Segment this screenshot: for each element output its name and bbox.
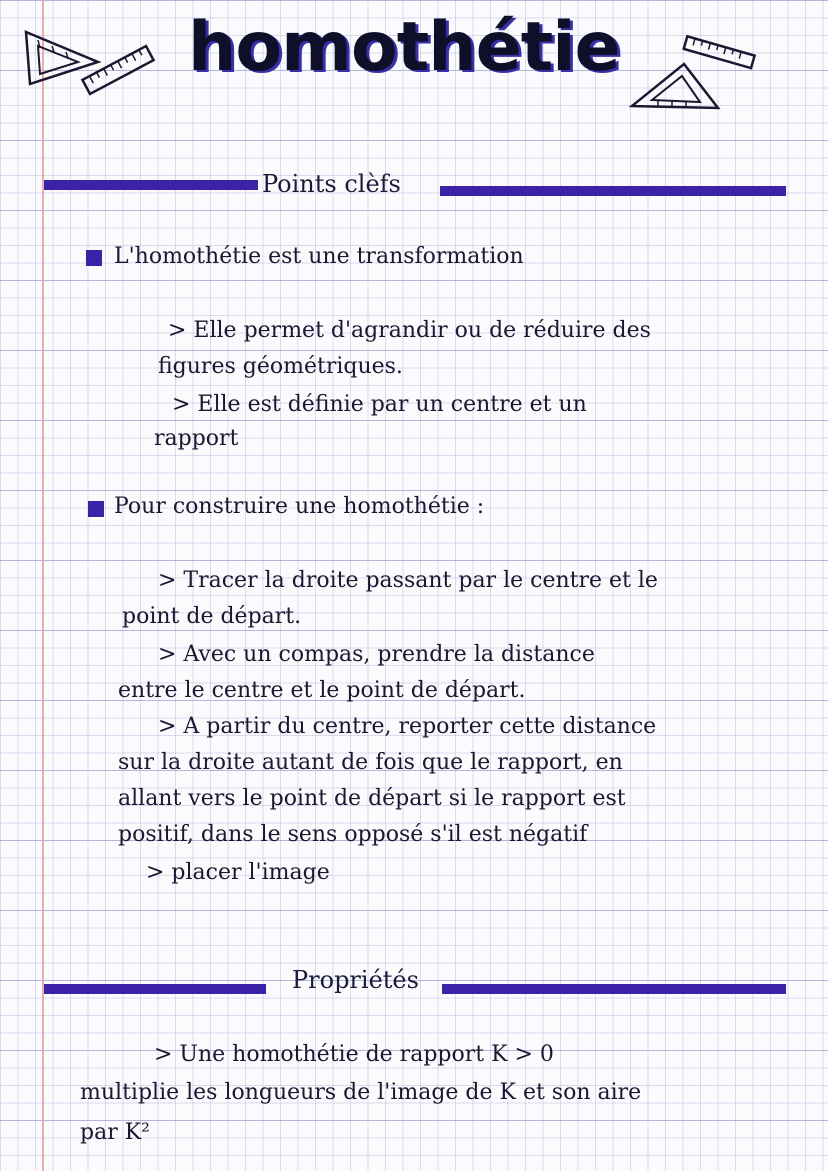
sub-point-line: rapport <box>154 426 239 451</box>
step-line: entre le centre et le point de départ. <box>118 678 526 703</box>
bullet-square-icon <box>88 501 104 517</box>
property-line: par K² <box>80 1120 150 1145</box>
section-divider-right <box>440 186 786 196</box>
section-divider-left <box>44 984 266 994</box>
step-line: point de départ. <box>122 604 302 629</box>
step-line: > A partir du centre, reporter cette distance <box>158 714 657 739</box>
bullet-text: Pour construire une homothétie : <box>114 494 485 519</box>
ruler-icon-left <box>78 40 158 100</box>
sub-point-line: > Elle permet d'agrandir ou de réduire des <box>168 318 651 343</box>
section-heading-points-cles: Points clèfs <box>262 170 401 198</box>
step-line: allant vers le point de départ si le rapport est <box>118 786 626 811</box>
page-title: homothétie <box>188 8 620 87</box>
step-line: > Tracer la droite passant par le centre et le <box>158 568 658 593</box>
sub-point-line: figures géométriques. <box>158 354 403 379</box>
notebook-margin-line <box>42 0 44 1171</box>
bullet-square-icon <box>86 250 102 266</box>
section-heading-proprietes: Propriétés <box>292 966 419 994</box>
step-line: > Avec un compas, prendre la distance <box>158 642 595 667</box>
section-divider-right <box>442 984 786 994</box>
section-divider-left <box>44 180 258 190</box>
property-line: multiplie les longueurs de l'image de K et son aire <box>80 1080 642 1105</box>
set-square-icon-right <box>628 56 723 116</box>
sub-point-line: > Elle est définie par un centre et un <box>172 392 587 417</box>
step-line: positif, dans le sens opposé s'il est négatif <box>118 822 588 847</box>
step-line: > placer l'image <box>146 860 330 885</box>
property-line: > Une homothétie de rapport K > 0 <box>154 1042 554 1067</box>
step-line: sur la droite autant de fois que le rapport, en <box>118 750 623 775</box>
bullet-text: L'homothétie est une transformation <box>114 244 524 269</box>
